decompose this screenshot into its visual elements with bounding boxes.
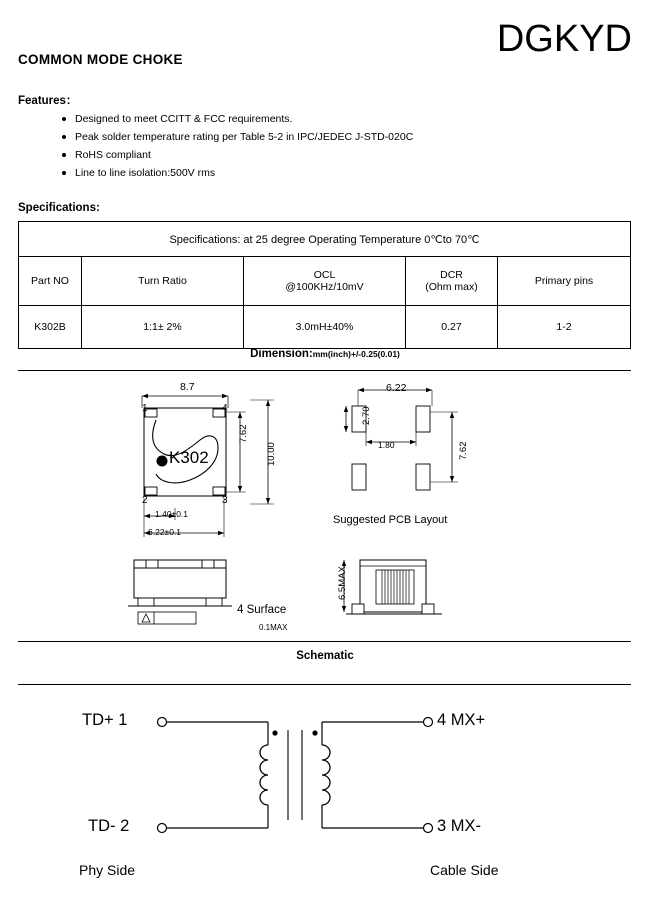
cell-part-no: K302B xyxy=(19,306,82,349)
column-header-ocl xyxy=(244,257,406,306)
cell-turn-ratio: 1:1± 2% xyxy=(82,306,244,349)
schematic-label-td-minus: TD- 2 xyxy=(88,817,130,835)
specifications-heading: Specifications: xyxy=(18,202,100,214)
top-view-pin-1-label: 1 xyxy=(142,403,148,414)
schematic-label-td-plus: TD+ 1 xyxy=(82,711,128,729)
specifications-band: Specifications: at 25 degree Operating Temperature 0℃to 70℃ xyxy=(19,222,631,257)
column-header-ocl-sub: @100KHz/10mV xyxy=(285,281,364,293)
brand-logo: DGKYD xyxy=(496,18,632,60)
table-row xyxy=(19,222,631,257)
top-view-pad-dim-1: 1.40±0.1 xyxy=(155,509,189,519)
surface-label: 4 Surface xyxy=(237,604,287,616)
dimension-title xyxy=(0,348,650,360)
schematic-right-side-label: Cable Side xyxy=(430,862,499,878)
cell-dcr: 0.27 xyxy=(406,306,498,349)
cell-primary-pins: 1-2 xyxy=(498,306,631,349)
schematic-label-mx-plus: 4 MX+ xyxy=(437,711,486,729)
pcb-pad-gap-dim: 1.80 xyxy=(378,440,395,450)
column-header-ocl-label: OCL xyxy=(313,269,336,281)
column-header-turn-ratio: Turn Ratio xyxy=(82,257,244,306)
dimension-title-label: Dimension: xyxy=(250,348,313,360)
side-view-height-dim: 6.5MAX xyxy=(337,566,348,600)
top-view-part-mark: K302 xyxy=(169,448,209,467)
pcb-height-dim: 7.62 xyxy=(458,441,469,460)
specifications-table xyxy=(18,221,631,349)
column-header-primary-pins: Primary pins xyxy=(498,257,631,306)
page-title: COMMON MODE CHOKE xyxy=(18,52,183,67)
dimension-title-suffix: mm(inch)+/-0.25(0.01) xyxy=(312,349,400,359)
cross-section-drawing xyxy=(330,552,500,632)
table-header-row xyxy=(19,257,631,306)
side-view-drawing xyxy=(120,552,280,632)
schematic-label-mx-minus: 3 MX- xyxy=(437,817,482,835)
column-header-dcr xyxy=(406,257,498,306)
schematic-title: Schematic xyxy=(296,650,354,662)
divider-bottom xyxy=(18,684,631,685)
top-view-width-dim: 8.7 xyxy=(180,381,195,393)
pcb-width-dim: 6.22 xyxy=(386,382,407,394)
pcb-pad-height-dim: 2.70 xyxy=(361,406,372,425)
top-view-pad-dim-2: 6.22±0.1 xyxy=(148,527,182,537)
list-item: Line to line isolation:500V rms xyxy=(62,164,413,182)
pcb-layout-drawing xyxy=(340,378,520,508)
top-view-outer-height-dim: 10.00 xyxy=(266,442,277,466)
table-row xyxy=(19,306,631,349)
divider-top xyxy=(18,370,631,371)
top-view-height-dim: 7.62 xyxy=(238,424,249,443)
list-item: Designed to meet CCITT & FCC requirements. xyxy=(62,110,413,128)
column-header-part-no: Part NO xyxy=(19,257,82,306)
pcb-layout-caption: Suggested PCB Layout xyxy=(333,514,448,526)
top-view-pin-3-label: 3 xyxy=(222,495,228,506)
list-item: RoHS compliant xyxy=(62,146,413,164)
schematic-drawing xyxy=(150,700,480,850)
features-heading: Features： xyxy=(18,95,78,107)
top-view-pin-4-label: 4 xyxy=(222,403,228,414)
divider-middle xyxy=(18,641,631,642)
cell-ocl: 3.0mH±40% xyxy=(244,306,406,349)
column-header-dcr-label: DCR xyxy=(440,269,463,281)
top-view-pin-2-label: 2 xyxy=(142,495,148,506)
flatness-value: 0.1MAX xyxy=(259,623,288,632)
column-header-dcr-sub: (Ohm max) xyxy=(425,281,478,293)
list-item: Peak solder temperature rating per Table 5-2 in IPC/JEDEC J-STD-020C xyxy=(62,128,413,146)
features-list xyxy=(62,110,413,182)
schematic-left-side-label: Phy Side xyxy=(79,862,136,878)
